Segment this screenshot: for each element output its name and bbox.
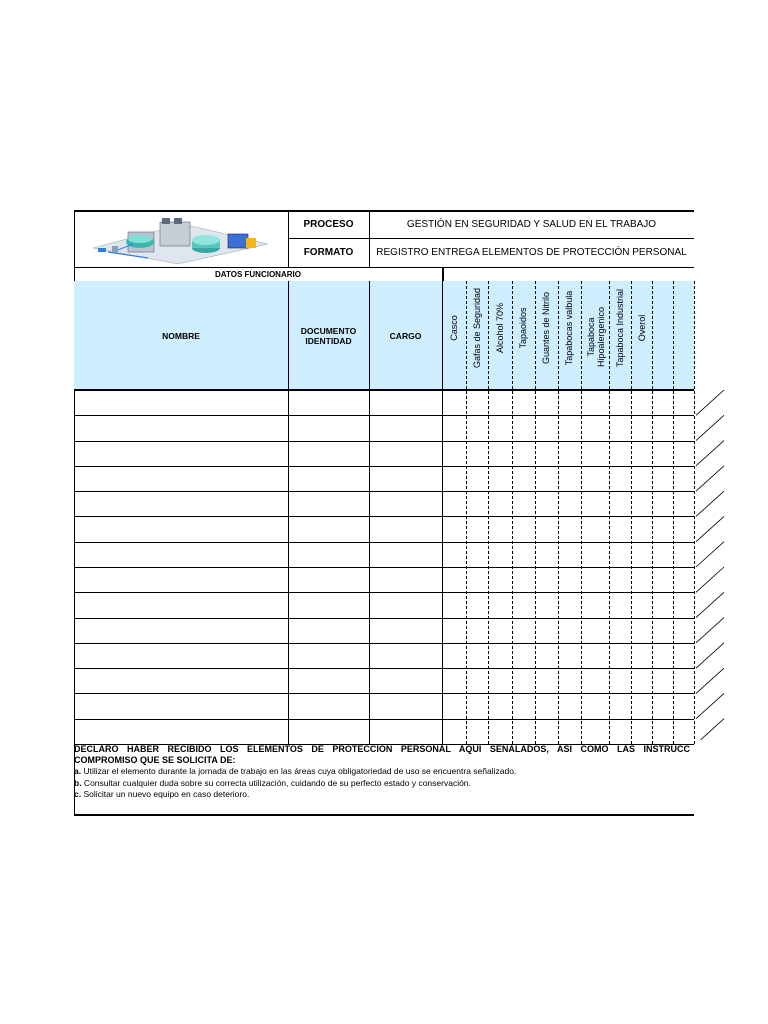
item-column-label: Alcohol 70% [495,302,505,354]
proceso-value: GESTIÓN EN SEGURIDAD Y SALUD EN EL TRABAJO [406,218,657,230]
item-column-label: Gafas de Seguridad [472,287,482,369]
item-column-header [535,281,558,390]
table-row[interactable] [74,618,694,643]
margin-slash-marks [694,390,734,740]
table-row[interactable] [74,719,694,744]
slash-mark [696,567,724,592]
point-text: Utilizar el elemento durante la jornada de trabajo en las áreas cuya obligatoriedad de uso se encuentra señalizado. [81,766,517,776]
point-text: Solicitar un nuevo equipo en caso deterioro. [81,789,250,799]
slash-mark [696,441,724,466]
table-row[interactable] [74,516,694,541]
table-row[interactable] [74,491,694,516]
slash-mark [696,668,724,693]
slash-mark [696,592,724,617]
slash-mark [696,542,724,567]
item-column-header [488,281,512,390]
point-letter: b. [74,777,82,788]
commitment-text: COMPROMISO QUE SE SOLICITA DE: [74,755,236,765]
column-cargo: CARGO [389,330,422,341]
item-column-label: Tapabocas valbula [564,290,574,366]
table-row[interactable] [74,415,694,440]
slash-mark [696,516,724,541]
item-column-label: Overol [637,314,647,342]
item-column-label: Guantes de Nitrilo [541,291,551,365]
item-column-header [558,281,581,390]
point-letter: c. [74,789,82,799]
column-nombre: NOMBRE [162,330,200,341]
item-column-header [609,281,631,390]
table-row[interactable] [74,466,694,491]
commitment-point [74,789,694,801]
item-column-header [631,281,652,390]
slash-mark [696,466,724,491]
slash-mark [696,618,724,643]
item-column-label: Tapaboca Industrial [615,288,625,368]
item-column-header [512,281,535,390]
point-text: Consultar cualquier duda sobre su correcta utilización, cuidando de su perfecto estado y conservación. [81,777,471,788]
slash-mark [696,693,724,718]
proceso-label: PROCESO [303,218,354,230]
commitment-point [74,766,694,778]
formato-label: FORMATO [303,247,354,258]
company-logo [88,214,278,266]
item-column-header [581,281,609,390]
table-row[interactable] [74,643,694,668]
table-row[interactable] [74,567,694,592]
item-column-header [466,281,488,390]
slash-mark [696,415,724,440]
item-column-header [442,281,466,390]
datos-funcionario-label: DATOS FUNCIONARIO [215,269,301,279]
declaration-block [74,744,694,801]
commitment-point [74,778,694,790]
declaration-text: DECLARO HABER RECIBIDO LOS ELEMENTOS DE PROTECCION PERSONAL AQUI SEÑALADOS, ASI COMO LAS INSTRUCC [74,744,691,754]
item-column-label: Tapaoidos [518,307,528,349]
table-row[interactable] [74,668,694,693]
slash-mark [696,390,724,415]
item-column-label: Casco [449,315,459,341]
table-row[interactable] [74,441,694,466]
ppe-delivery-form [74,210,694,816]
table-row[interactable] [74,542,694,567]
formato-value: REGISTRO ENTREGA ELEMENTOS DE PROTECCIÓN PERSONAL [376,247,687,258]
table-row[interactable] [74,592,694,617]
table-row[interactable] [74,390,694,415]
item-column-header [652,281,673,390]
item-column-label: Tapaboca Hipoalergenico [586,306,606,368]
point-letter: a. [74,766,82,776]
table-row[interactable] [74,693,694,718]
column-documento: DOCUMENTO IDENTIDAD [300,325,357,346]
slash-mark [696,719,724,740]
slash-mark [696,643,724,668]
item-column-header [673,281,694,390]
slash-mark [696,491,724,516]
